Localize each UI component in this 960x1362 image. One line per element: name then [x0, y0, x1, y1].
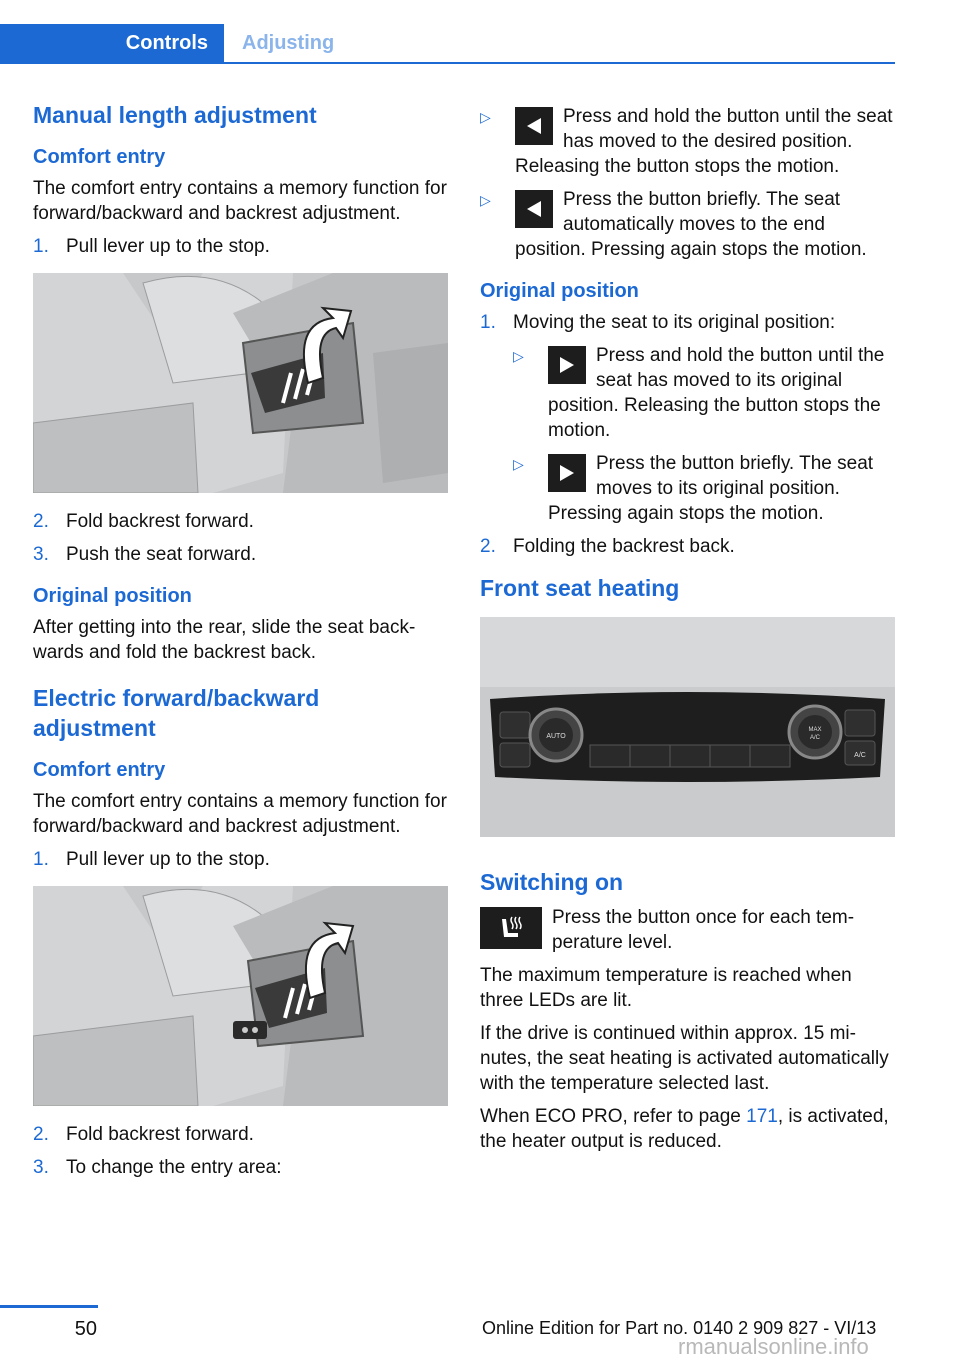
auto-label: AUTO [546, 733, 566, 740]
list-item: 1. Moving the seat to its original position: [480, 312, 836, 333]
list-item: ▷ Press and hold the button until the seat has moved to the desired position. Releasing the button stops the motion. [480, 106, 893, 177]
paragraph: If the drive is continued within approx. 15 minutes, the seat heating is activated automatically with the temperature selected last. [480, 1023, 889, 1094]
paragraph: The comfort entry contains a memory function for forward/backward and backrest adjustment. [33, 791, 447, 837]
triangle-bullet-icon: ▷ [480, 109, 491, 125]
seat-forward-button[interactable] [548, 346, 586, 384]
header-bar [0, 24, 895, 64]
triangle-bullet-icon: ▷ [480, 192, 491, 208]
arrow-right-icon [556, 462, 578, 484]
page-number: 50 [74, 1318, 97, 1340]
list-item: ▷ Press and hold the button until the seat has moved to its original position. Releasing the button stops the motion. [513, 345, 885, 441]
right-column [480, 104, 895, 1162]
watermark: rmanualsonline.info [678, 1334, 869, 1359]
footer-divider [0, 1305, 98, 1308]
max-label: MAX [808, 727, 822, 733]
switch-on-row [480, 905, 895, 955]
list-item: 2. Fold backrest forward. [33, 1124, 254, 1145]
seat-heating-button[interactable] [480, 907, 542, 949]
edition-text: Online Edition for Part no. 0140 2 909 827 - VI/13 [482, 1318, 877, 1338]
triangle-bullet-icon: ▷ [513, 456, 524, 472]
page-link[interactable]: 171 [746, 1106, 778, 1127]
heading-switching-on: Switching on [480, 869, 624, 895]
seat-lever-illustration [33, 886, 448, 1106]
seat-forward-button[interactable] [548, 454, 586, 492]
heading-comfort-entry: Comfort entry [33, 759, 166, 781]
heading-manual-length: Manual length adjustment [33, 102, 317, 128]
list-item: 2. Fold backrest forward. [33, 511, 254, 532]
list-item: 3. To change the entry area: [33, 1157, 282, 1178]
heading-front-seat-heating: Front seat heating [480, 575, 680, 601]
heading-electric-adjustment: Electric forward/backward adjustment [33, 685, 320, 741]
arrow-left-icon [523, 198, 545, 220]
seat-backward-button[interactable] [515, 190, 553, 228]
seat-heating-icon [496, 915, 526, 941]
tab-controls[interactable]: Controls [0, 24, 224, 62]
arrow-left-icon [523, 115, 545, 137]
paragraph: The maximum temperature is reached when three LEDs are lit. [480, 965, 852, 1011]
left-column [33, 100, 448, 1188]
ac-label: A/C [854, 752, 866, 759]
list-item: 2. Folding the backrest back. [480, 536, 735, 557]
seat-lever-illustration [33, 273, 448, 493]
tab-adjusting[interactable]: Adjusting [242, 32, 335, 54]
climate-panel-illustration [480, 617, 895, 837]
heading-comfort-entry: Comfort entry [33, 146, 166, 168]
ac-small-label: A/C [809, 735, 821, 741]
paragraph: Press the button once for each temperature level. [552, 907, 855, 953]
seat-backward-button[interactable] [515, 107, 553, 145]
list-item: 1. Pull lever up to the stop. [33, 236, 270, 257]
triangle-bullet-icon: ▷ [513, 348, 524, 364]
list-item: ▷ Press the button briefly. The seat moves to its original position. Pressing again stops the motion. [513, 453, 874, 524]
paragraph: After getting into the rear, slide the seat backwards and fold the backrest back. [33, 617, 416, 663]
arrow-right-icon [556, 354, 578, 376]
paragraph: When ECO PRO, refer to page 171, is activated, the heater output is reduced. [480, 1106, 889, 1152]
list-item: ▷ Press the button briefly. The seat automatically moves to the end position. Pressing again stops the motion. [480, 189, 867, 260]
heading-original-position: Original position [480, 280, 639, 302]
heading-original-position: Original position [33, 585, 192, 607]
list-item: 1. Pull lever up to the stop. [33, 849, 270, 870]
list-item: 3. Push the seat forward. [33, 544, 257, 565]
paragraph: The comfort entry contains a memory function for forward/backward and backrest adjustment. [33, 178, 447, 224]
